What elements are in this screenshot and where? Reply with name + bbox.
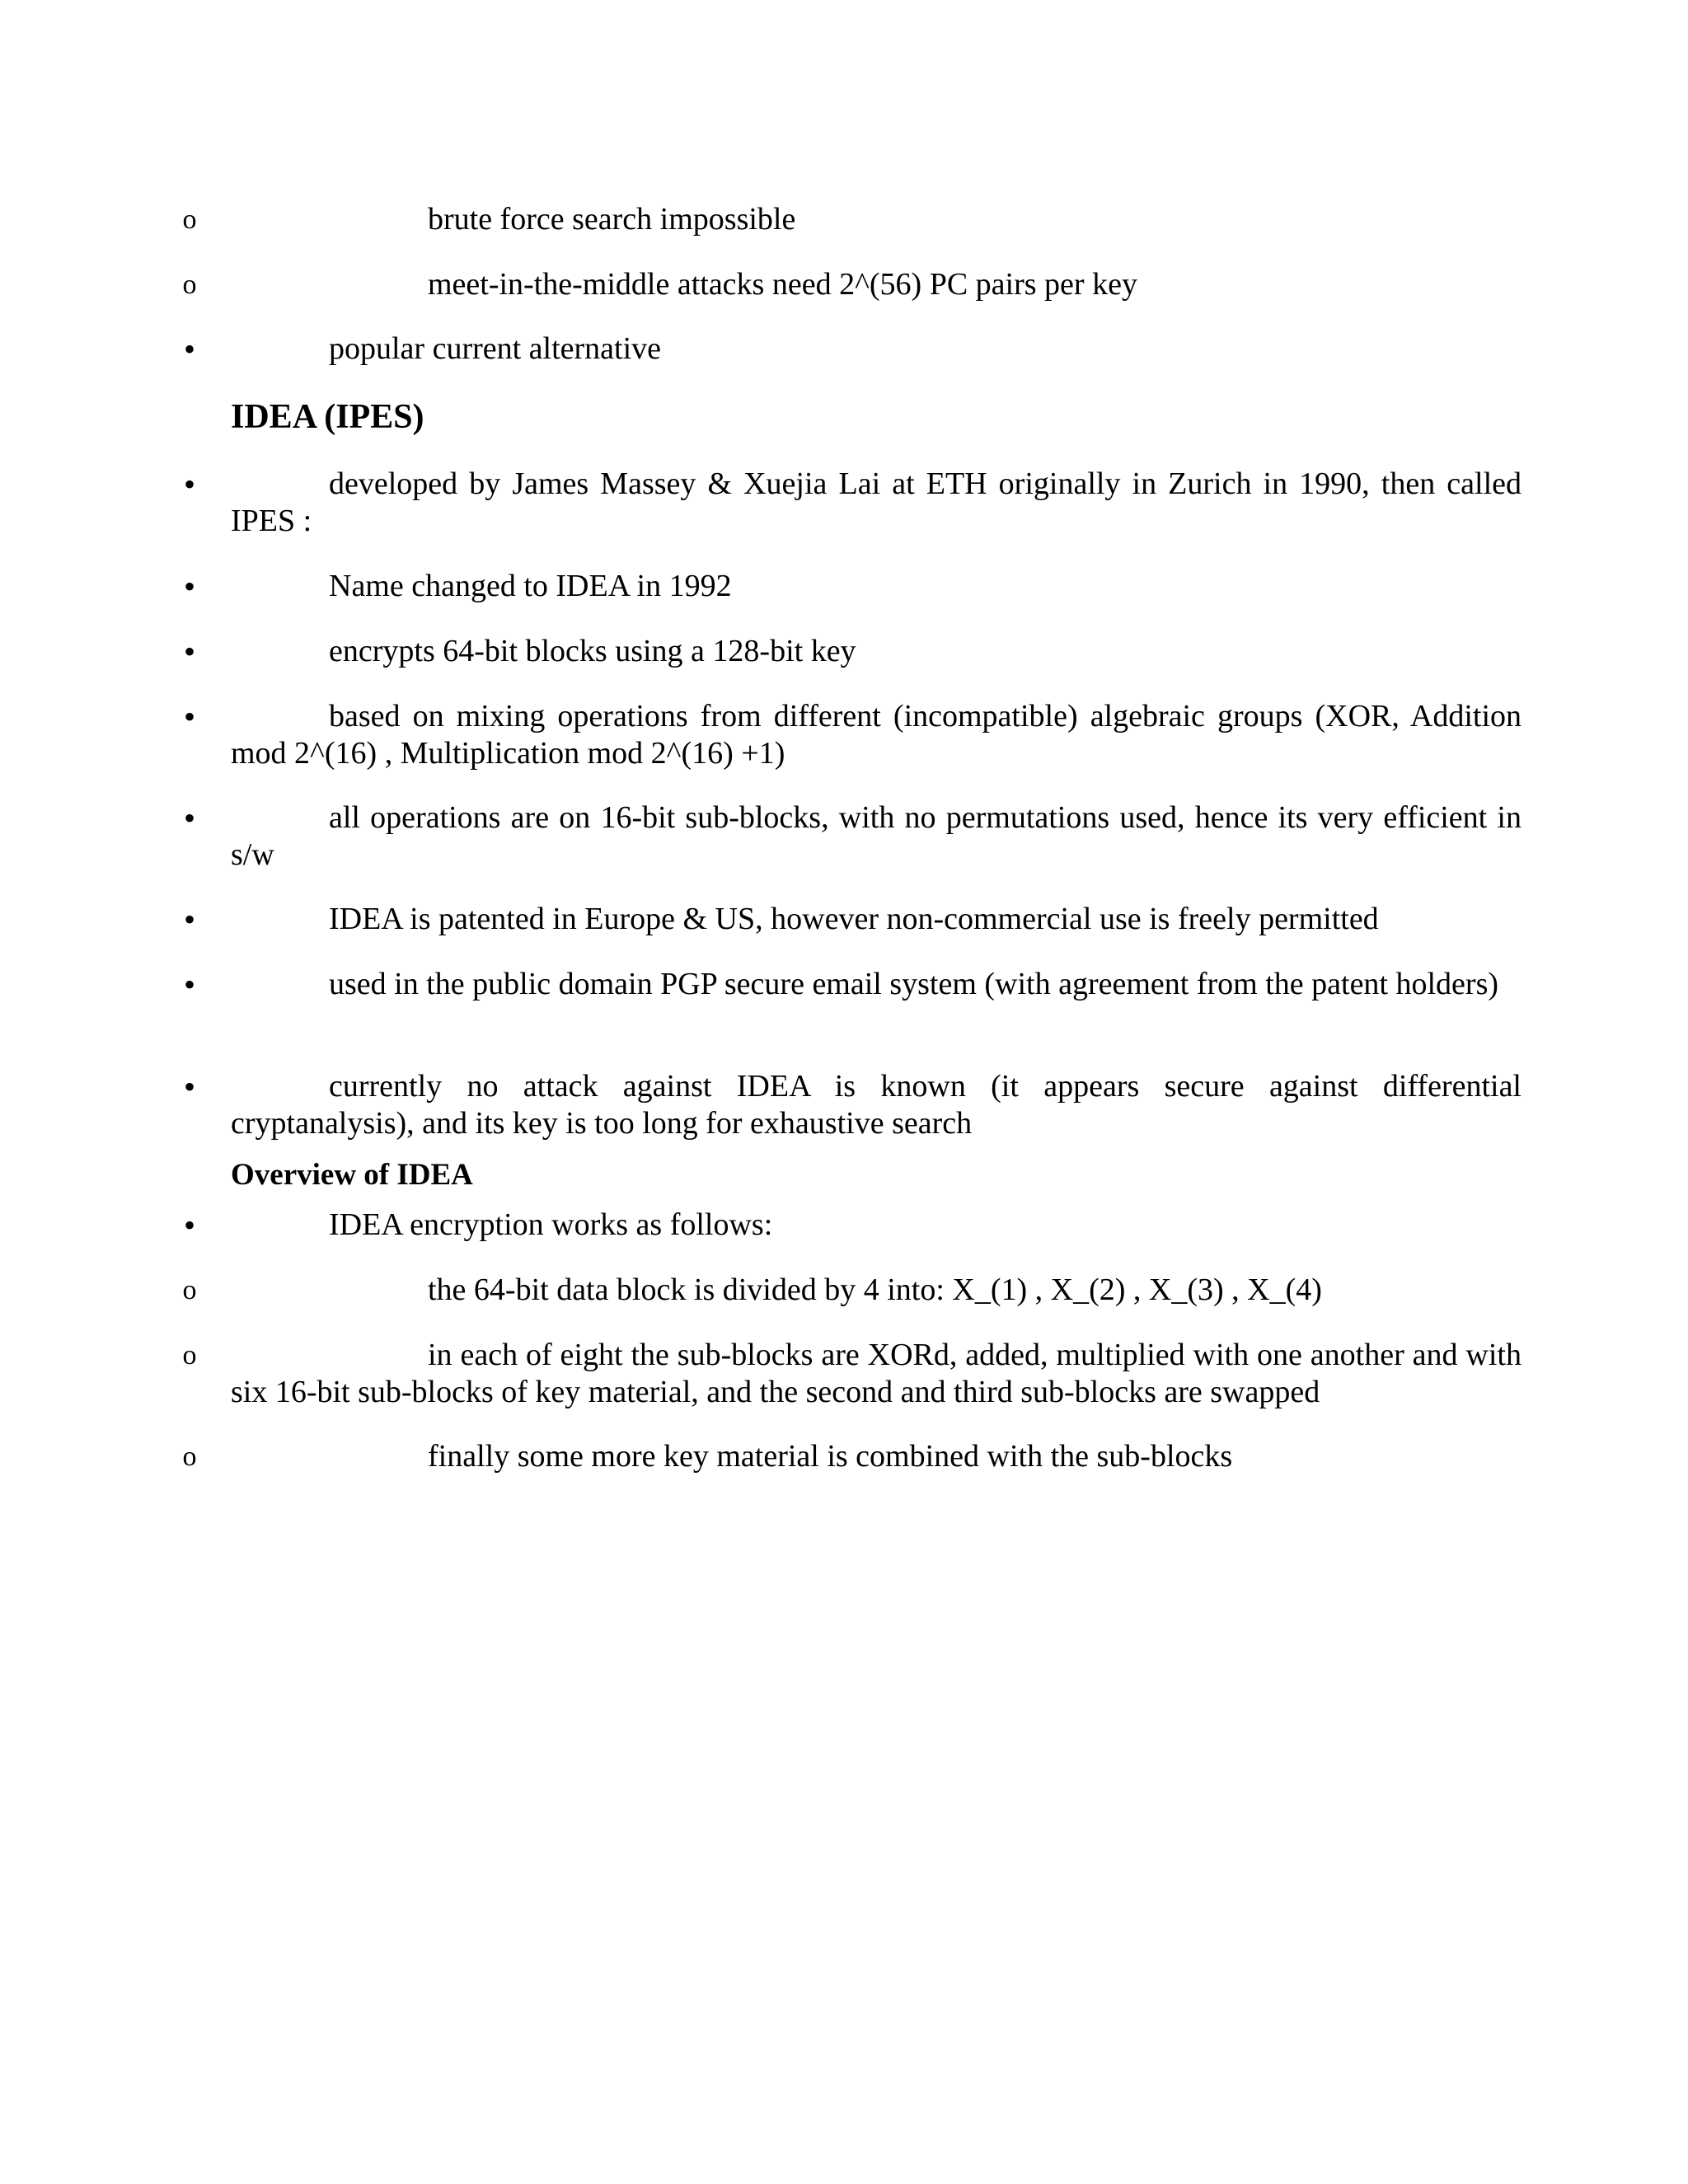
- bullet-marker: •: [183, 1068, 195, 1105]
- bullet-marker: •: [183, 330, 195, 368]
- bullet-marker: •: [183, 1207, 195, 1244]
- bullet-marker: •: [183, 698, 195, 735]
- sub-bullet-marker: o: [182, 1275, 197, 1305]
- list-item: used in the public domain PGP secure email system (with agreement from the patent holders): [329, 967, 1499, 1001]
- list-item: the 64-bit data block is divided by 4 into: X_(1) , X_(2) , X_(3) , X_(4): [428, 1272, 1322, 1307]
- bullet-marker: •: [183, 901, 195, 938]
- sub-bullet-marker: o: [182, 1340, 197, 1371]
- list-item: meet-in-the-middle attacks need 2^(56) PC pairs per key: [428, 267, 1137, 302]
- list-item: currently no attack against IDEA is known (it appears secure against differential cryptanalysis), and its key is too long for exhaustive search: [231, 1069, 1522, 1141]
- sub-bullet-marker: o: [182, 269, 197, 300]
- bullet-marker: •: [183, 633, 195, 670]
- list-item: Name changed to IDEA in 1992: [329, 569, 732, 603]
- list-item: brute force search impossible: [428, 202, 796, 237]
- bullet-marker: •: [183, 966, 195, 1003]
- list-item: in each of eight the sub-blocks are XORd, added, multiplied with one another and with six 16-bit sub-blocks of key material, and the second and third sub-blocks are swapped: [231, 1338, 1522, 1409]
- sub-bullet-marker: o: [182, 1441, 197, 1472]
- bullet-marker: •: [183, 466, 195, 503]
- list-item: IDEA is patented in Europe & US, however non-commercial use is freely permitted: [329, 902, 1379, 936]
- list-item: finally some more key material is combined with the sub-blocks: [428, 1439, 1233, 1474]
- list-item: based on mixing operations from different (incompatible) algebraic groups (XOR, Addition mod 2^(16) , Multiplication mod 2^(16) +1): [231, 699, 1522, 771]
- subsection-heading: Overview of IDEA: [231, 1158, 473, 1192]
- list-item: encrypts 64-bit blocks using a 128-bit key: [329, 634, 856, 668]
- list-item: developed by James Massey & Xuejia Lai at ETH originally in Zurich in 1990, then called IPES :: [231, 466, 1522, 538]
- bullet-marker: •: [183, 568, 195, 605]
- list-item: all operations are on 16-bit sub-blocks, with no permutations used, hence its very efficient in s/w: [231, 800, 1522, 872]
- sub-bullet-marker: o: [182, 204, 197, 235]
- section-heading: IDEA (IPES): [231, 398, 424, 436]
- bullet-marker: •: [183, 799, 195, 837]
- list-item: IDEA encryption works as follows:: [329, 1207, 773, 1242]
- list-item: popular current alternative: [329, 331, 662, 366]
